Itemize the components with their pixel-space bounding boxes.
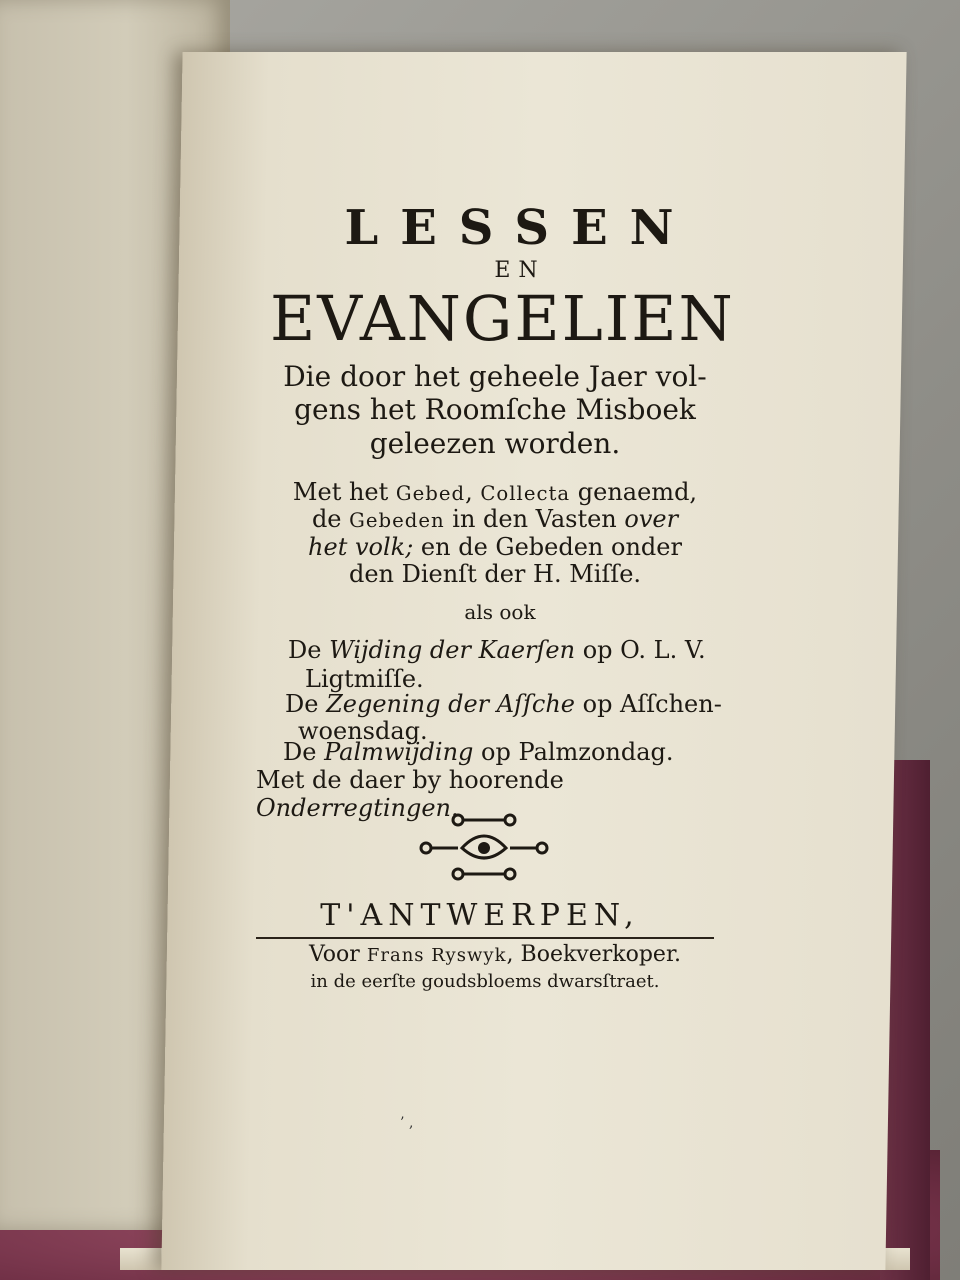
page-speck: ’ ‚ <box>400 1115 414 1131</box>
contents-line: De Wijding der Kaerſen op O. L. V. <box>288 636 706 664</box>
contents-line: Met de daer by hoorende Onderregtingen. <box>256 766 564 822</box>
imprint-city: T'ANTWERPEN, <box>320 898 640 933</box>
subtitle-line: gens het Roomſche Misboek <box>294 393 696 426</box>
body-line: den Dienſt der H. Miſſe. <box>348 560 642 588</box>
contents-line: De Zegening der Aſſche op Aſſchen- <box>285 690 722 718</box>
title-en: EN <box>494 258 546 283</box>
body-line: de Gebeden in den Vasten over <box>311 505 679 533</box>
imprint-rule <box>256 937 714 939</box>
als-ook-line: als ook <box>464 600 536 624</box>
fleuron-ornament-icon <box>418 810 550 884</box>
title-lessen: LESSEN <box>344 200 696 256</box>
imprint-address: in de eerſte goudsbloems dwarsſtraet. <box>310 971 660 992</box>
contents-line: De Palmwijding op Palmzondag. <box>283 738 674 766</box>
imprint-publisher: Voor Frans Ryswyk, Boekverkoper. <box>308 942 682 967</box>
body-line: Met het Gebed, Collecta genaemd, <box>292 478 698 506</box>
subtitle-line: geleezen worden. <box>369 427 621 460</box>
body-line: het volk; en de Gebeden onder <box>308 533 682 561</box>
contents-line: Ligtmiſſe. <box>305 665 424 693</box>
subtitle-line: Die door het geheele Jaer vol- <box>283 360 707 393</box>
title-evangelien: EVANGELIEN <box>270 282 735 355</box>
contents-line: woensdag. <box>298 717 428 745</box>
